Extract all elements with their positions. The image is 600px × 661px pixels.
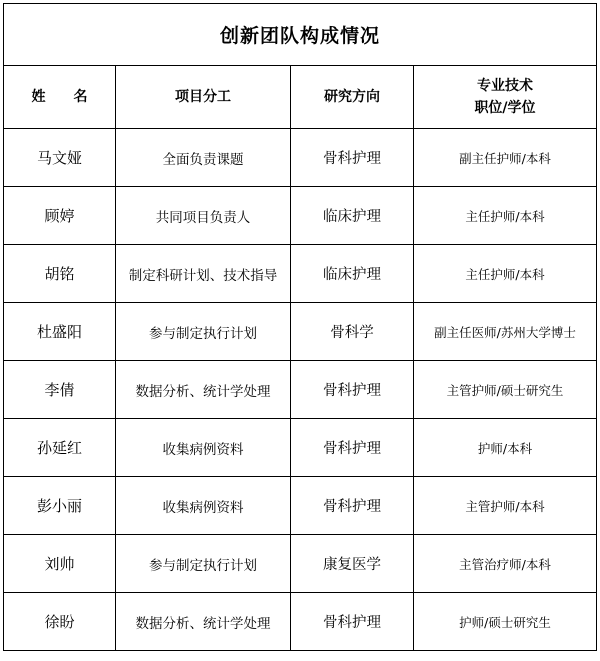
member-direction: 康复医学 [291, 535, 414, 593]
header-direction: 研究方向 [291, 66, 414, 129]
member-name: 马文娅 [4, 129, 116, 187]
member-direction: 骨科护理 [291, 129, 414, 187]
member-direction: 骨科护理 [291, 477, 414, 535]
header-name-part2: 名 [73, 89, 88, 105]
header-name-part1: 姓 [31, 89, 46, 105]
table-title: 创新团队构成情况 [4, 4, 597, 66]
member-duty: 参与制定执行计划 [116, 303, 291, 361]
member-duty: 参与制定执行计划 [116, 535, 291, 593]
member-direction: 骨科护理 [291, 419, 414, 477]
member-duty: 共同项目负责人 [116, 187, 291, 245]
member-title: 主管护师/硕士研究生 [414, 361, 597, 419]
member-name: 李倩 [4, 361, 116, 419]
member-name: 胡铭 [4, 245, 116, 303]
member-direction: 临床护理 [291, 187, 414, 245]
member-name: 孙延红 [4, 419, 116, 477]
header-title-line2: 职位/学位 [474, 100, 536, 116]
member-name: 顾婷 [4, 187, 116, 245]
member-title: 主任护师/本科 [414, 187, 597, 245]
header-name [4, 66, 116, 129]
member-duty: 数据分析、统计学处理 [116, 593, 291, 651]
table-row [4, 361, 597, 419]
member-title: 主管治疗师/本科 [414, 535, 597, 593]
member-duty: 收集病例资料 [116, 477, 291, 535]
table-row [4, 129, 597, 187]
member-duty: 制定科研计划、技术指导 [116, 245, 291, 303]
header-title [414, 66, 597, 129]
member-name: 杜盛阳 [4, 303, 116, 361]
member-title: 副主任医师/苏州大学博士 [414, 303, 597, 361]
member-duty: 全面负责课题 [116, 129, 291, 187]
table-row [4, 187, 597, 245]
header-title-line1: 专业技术 [477, 78, 533, 94]
header-row [4, 66, 597, 129]
table-row [4, 477, 597, 535]
member-duty: 收集病例资料 [116, 419, 291, 477]
member-name: 刘帅 [4, 535, 116, 593]
member-title: 副主任护师/本科 [414, 129, 597, 187]
table-row [4, 535, 597, 593]
table-row [4, 303, 597, 361]
team-composition-table [3, 3, 597, 651]
table-row [4, 419, 597, 477]
table-row [4, 245, 597, 303]
member-title: 主任护师/本科 [414, 245, 597, 303]
member-direction: 骨科护理 [291, 361, 414, 419]
member-title: 护师/硕士研究生 [414, 593, 597, 651]
header-duty: 项目分工 [116, 66, 291, 129]
member-name: 彭小丽 [4, 477, 116, 535]
member-direction: 骨科护理 [291, 593, 414, 651]
member-name: 徐盼 [4, 593, 116, 651]
member-title: 主管护师/本科 [414, 477, 597, 535]
member-title: 护师/本科 [414, 419, 597, 477]
member-direction: 临床护理 [291, 245, 414, 303]
table-row [4, 593, 597, 651]
member-direction: 骨科学 [291, 303, 414, 361]
member-duty: 数据分析、统计学处理 [116, 361, 291, 419]
